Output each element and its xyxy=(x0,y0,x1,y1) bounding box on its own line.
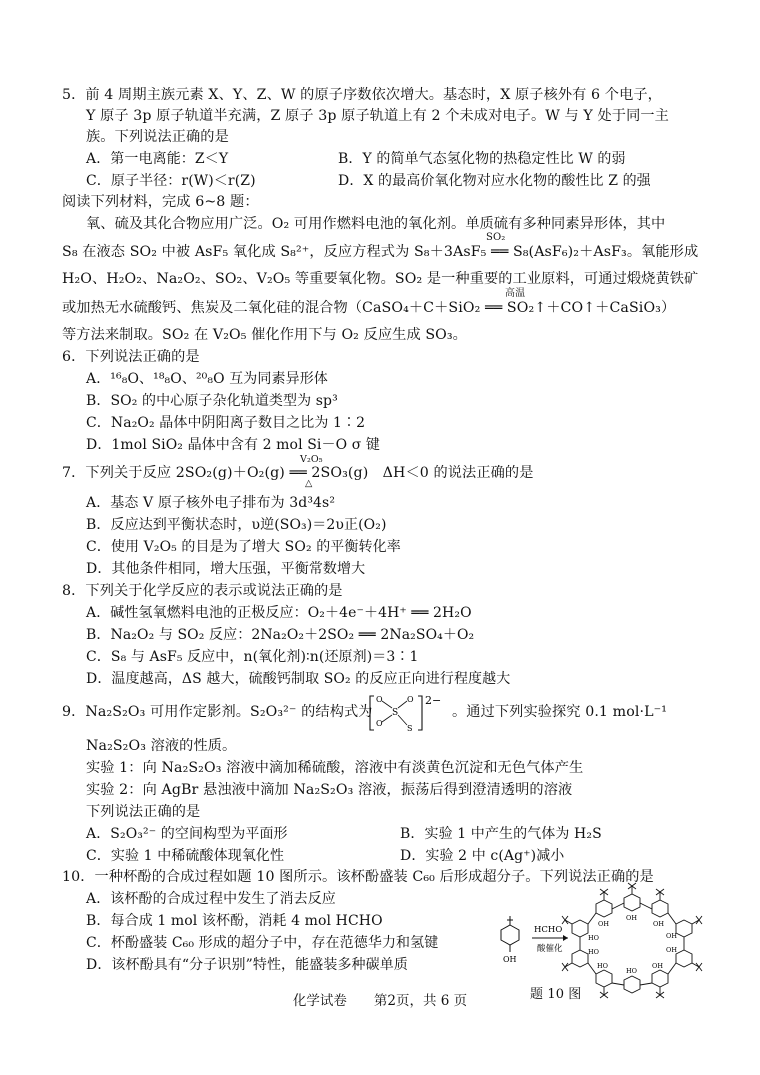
q5-stem-line1: 5．前 4 周期主族元素 X、Y、Z、W 的原子序数依次增大。基态时，X 原子核外有 6 个电子， xyxy=(62,87,662,103)
q9-option-c: C．实验 1 中稀硫酸体现氧化性 xyxy=(86,848,285,864)
calixarene-oh-label: OH xyxy=(666,946,677,954)
svg-text:O: O xyxy=(376,695,383,704)
calixarene-oh-label: OH xyxy=(653,920,664,928)
reading-intro: 阅读下列材料，完成 6~8 题： xyxy=(62,194,259,210)
q9-stem-part1: 9．Na₂S₂O₃ 可用作定影剂。S₂O₃²⁻ 的结构式为 xyxy=(62,704,373,720)
q9-option-d: D．实验 2 中 c(Ag⁺)减小 xyxy=(400,848,565,864)
figure-10-calixarene-synthesis xyxy=(488,882,708,1002)
calixarene-ho-label: HO xyxy=(626,967,637,975)
q5-option-b: B．Y 的简单气态氢化物的热稳定性比 W 的弱 xyxy=(338,151,626,167)
reading-line2-condition: SO₂ xyxy=(486,232,506,243)
q10-option-a: A．该杯酚的合成过程中发生了消去反应 xyxy=(86,891,336,907)
q6-option-c: C．Na₂O₂ 晶体中阴阳离子数目之比为 1∶2 xyxy=(86,415,366,431)
q10-option-b: B．每合成 1 mol 该杯酚，消耗 4 mol HCHO xyxy=(86,913,383,929)
calixarene-ho-label: HO xyxy=(588,934,599,942)
q5-option-a: A．第一电离能：Z＜Y xyxy=(86,151,229,167)
q7-stem: 7．下列关于反应 2SO₂(g)＋O₂(g) ══ 2SO₃(g) ΔH＜0 的说法正确的是 xyxy=(62,465,534,481)
svg-text:S: S xyxy=(407,724,413,733)
reading-line5: 等方法来制取。SO₂ 在 V₂O₅ 催化作用下与 O₂ 反应生成 SO₃。 xyxy=(62,327,467,343)
q8-option-b: B．Na₂O₂ 与 SO₂ 反应：2Na₂O₂＋2SO₂ ══ 2Na₂SO₄＋O₂ xyxy=(86,627,475,643)
q9-experiment-2: 实验 2：向 AgBr 悬浊液中滴加 Na₂S₂O₃ 溶液，振荡后得到澄清透明的溶液 xyxy=(86,782,573,798)
calixarene-oh-label: OH xyxy=(598,920,609,928)
q5-stem-line2: Y 原子 3p 原子轨道半充满，Z 原子 3p 原子轨道上有 2 个未成对电子。W 与 Y 处于同一主 xyxy=(86,108,669,124)
q6-option-d: D．1mol SiO₂ 晶体中含有 2 mol Si－O σ 键 xyxy=(86,437,381,453)
q10-option-c: C．杯酚盛装 C₆₀ 形成的超分子中，存在范德华力和氢键 xyxy=(86,935,439,951)
reading-line4: 或加热无水硫酸钙、焦炭及二氧化硅的混合物（CaSO₄＋C＋SiO₂ ══ SO₂↑＋CO↑＋CaSiO₃） xyxy=(62,300,676,316)
q9-experiment-1: 实验 1：向 Na₂S₂O₃ 溶液中滴加稀硫酸，溶液中有淡黄色沉淀和无色气体产生 xyxy=(86,760,584,776)
q8-option-a: A．碱性氢氧燃料电池的正极反应：O₂＋4e⁻＋4H⁺ ══ 2H₂O xyxy=(86,605,472,621)
reading-line2: S₈ 在液态 SO₂ 中被 AsF₅ 氧化成 S₈²⁺，反应方程式为 S₈＋3AsF₅ ══ S₈(AsF₆)₂＋AsF₃。氧能形成 xyxy=(62,244,699,260)
svg-text:O: O xyxy=(376,719,383,728)
condition-label: 酸催化 xyxy=(537,944,563,954)
q7-option-b: B．反应达到平衡状态时，υ逆(SO₃)＝2υ正(O₂) xyxy=(86,517,387,533)
calixarene-oh-label: OH xyxy=(626,914,637,922)
q9-stem-line3: 下列说法正确的是 xyxy=(86,804,201,820)
q7-option-c: C．使用 V₂O₅ 的目是为了增大 SO₂ 的平衡转化率 xyxy=(86,539,401,555)
q5-option-d: D．X 的最高价氧化物对应水化物的酸性比 Z 的强 xyxy=(338,173,651,189)
q6-option-b: B．SO₂ 的中心原子杂化轨道类型为 sp³ xyxy=(86,393,338,409)
q6-stem: 6．下列说法正确的是 xyxy=(62,349,200,365)
thiosulfate-structure-diagram xyxy=(368,690,450,736)
q8-option-d: D．温度越高，ΔS 越大，硫酸钙制取 SO₂ 的反应正向进行程度越大 xyxy=(86,671,511,687)
q9-option-b: B．实验 1 中产生的气体为 H₂S xyxy=(400,826,602,842)
q10-option-d: D．该杯酚具有“分子识别”特性，能盛装多种碳单质 xyxy=(86,957,408,973)
page-footer: 化学试卷 第2页，共 6 页 xyxy=(292,993,468,1009)
q8-stem: 8．下列关于化学反应的表示或说法正确的是 xyxy=(62,583,343,599)
reading-line4-condition: 高温 xyxy=(505,288,526,299)
calixarene-oh-label: OH xyxy=(666,932,677,940)
q9-option-a: A．S₂O₃²⁻ 的空间构型为平面形 xyxy=(86,826,288,842)
q5-option-c: C．原子半径：r(W)＜r(Z) xyxy=(86,173,256,189)
svg-text:S: S xyxy=(392,708,399,718)
reading-line3: H₂O、H₂O₂、Na₂O₂、SO₂、V₂O₅ 等重要氧化物。SO₂ 是一种重要的工业原料，可通过煅烧黄铁矿 xyxy=(62,271,699,287)
q7-option-d: D．其他条件相同，增大压强，平衡常数增大 xyxy=(86,561,366,577)
q7-catalyst: V₂O₅ xyxy=(300,454,323,465)
reading-line1: 氧、硫及其化合物应用广泛。O₂ 可用作燃料电池的氧化剂。单质硫有多种同素异形体，其中 xyxy=(86,216,666,232)
q10-stem: 10．一种杯酚的合成过程如题 10 图所示。该杯酚盛装 C₆₀ 后形成超分子。下列说法正确的是 xyxy=(62,869,654,885)
svg-text:O: O xyxy=(407,695,414,704)
q6-option-a: A．¹⁶₈O、¹⁸₈O、²⁰₈O 互为同素异形体 xyxy=(86,371,328,387)
structure-charge: 2− xyxy=(425,694,442,707)
reagent-label: HCHO xyxy=(534,925,563,935)
calixarene-ho-label: HO xyxy=(597,962,608,970)
figure-10-caption: 题 10 图 xyxy=(530,987,582,1002)
calixarene-molecule xyxy=(562,883,702,998)
phenol-oh-label: OH xyxy=(503,955,517,964)
calixarene-oh-label: OH xyxy=(652,962,663,970)
q7-heat: △ xyxy=(305,478,313,489)
q8-option-c: C．S₈ 与 AsF₅ 反应中，n(氧化剂)∶n(还原剂)＝3∶1 xyxy=(86,649,419,665)
calixarene-ho-label: HO xyxy=(588,948,599,956)
q9-stem-line2: Na₂S₂O₃ 溶液的性质。 xyxy=(86,738,237,754)
phenol-molecule xyxy=(501,916,519,964)
q7-option-a: A．基态 V 原子核外电子排布为 3d³4s² xyxy=(86,495,336,511)
q5-stem-line3: 族。下列说法正确的是 xyxy=(86,129,229,145)
q9-stem-part2: 。通过下列实验探究 0.1 mol·L⁻¹ xyxy=(452,704,668,720)
